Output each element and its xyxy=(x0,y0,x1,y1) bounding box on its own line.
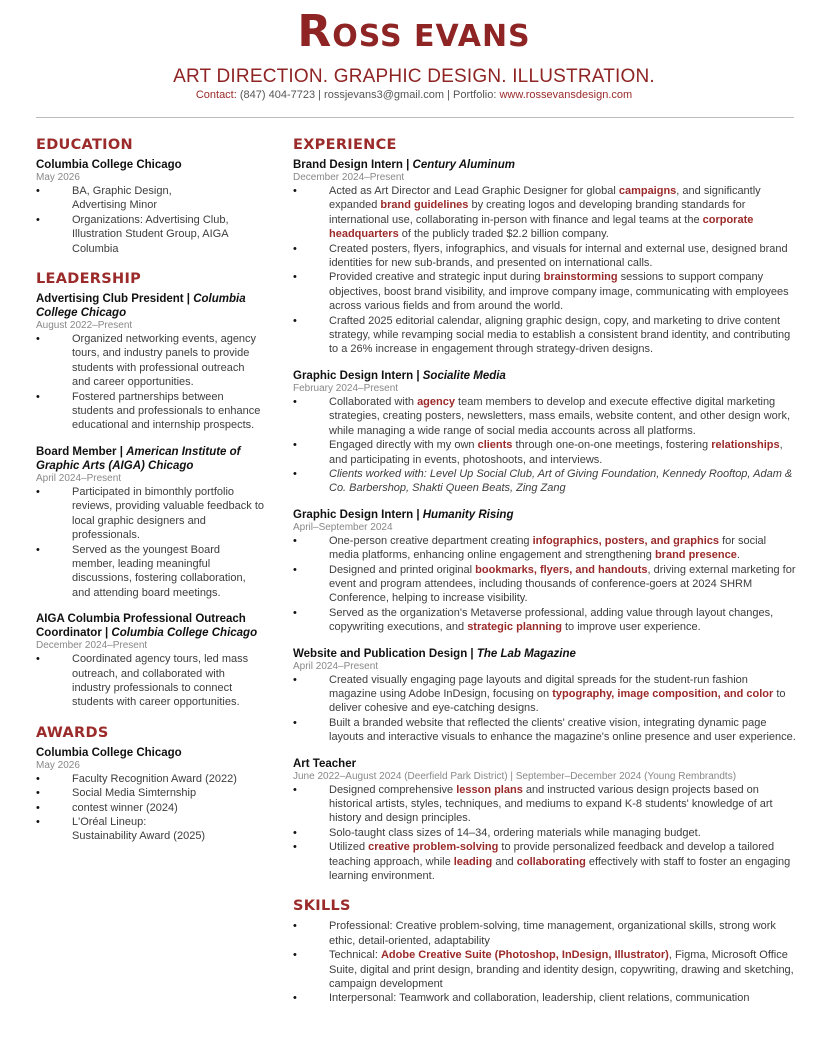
text: team members to develop and execute effective digital marketing strategies, creating posters, newsletters, mass emails, website content, and other design work, while managing a wide range of social media accounts across all platforms. xyxy=(329,395,790,437)
text: Collaborated with xyxy=(329,395,418,408)
section-leadership xyxy=(36,270,264,710)
text: of the publicly traded $2.2 billion company. xyxy=(398,228,609,241)
text: Technical: xyxy=(329,949,381,962)
role-title: Graphic Design Intern | xyxy=(293,369,423,382)
text: Organized networking events, agency tours, and industry panels to provide students with professional outreach and career opportunities. xyxy=(72,333,257,389)
text: Crafted 2025 editorial calendar, aligning graphic design, copy, and marketing to drive content strategy, while revamping social media to establish a consistent brand identity, and contributing to a 26% increase in engagement through strategy-driven designs. xyxy=(329,314,791,356)
role-title: Advertising Club President | xyxy=(36,293,194,306)
entry-role xyxy=(293,369,798,383)
entry-role xyxy=(293,647,798,661)
name-rest: OSS EVANS xyxy=(332,19,531,54)
text: Interpersonal: Teamwork and collaboration, leadership, client relations, communication xyxy=(329,992,750,1005)
text: effectively with staff to foster an engaging learning environment. xyxy=(329,855,791,883)
text: Organizations: Advertising Club, Illustration Student Group, AIGA Columbia xyxy=(72,213,229,255)
section-skills xyxy=(293,897,798,1005)
highlight-keyword: brand guidelines xyxy=(380,199,469,212)
entry-role xyxy=(36,746,264,760)
entry-date: December 2024–Present xyxy=(36,640,148,652)
role-title: Website and Publication Design | xyxy=(293,647,477,660)
list-item xyxy=(293,716,798,745)
text: for social media platforms, enhancing online engagement and strengthening xyxy=(329,534,767,562)
entry xyxy=(293,757,798,884)
highlight-keyword: lesson plans xyxy=(456,783,523,796)
list-item xyxy=(36,772,264,786)
entry-date: April 2024–Present xyxy=(293,660,379,672)
resume-name xyxy=(0,6,828,57)
text: to provide personalized feedback and develop a tailored teaching approach, while xyxy=(329,841,775,868)
list-item xyxy=(293,919,798,948)
entry xyxy=(293,508,798,635)
bullet-list xyxy=(293,783,798,884)
text: Participated in bimonthly portfolio reviews, providing valuable feedback to local graphic designers and professionals. xyxy=(72,485,265,542)
highlight-keyword: campaigns xyxy=(618,185,677,197)
entry xyxy=(36,612,264,710)
highlight-keyword: creative problem-solving xyxy=(368,841,499,854)
text: . xyxy=(736,549,740,562)
text: and instructed various design projects based on historical artists, styles, techniques, and mediums to expand K-8 students' knowledge of art history and design principles. xyxy=(329,783,773,825)
contact-details: (847) 404-7723 | rossjevans3@gmail.com | Portfolio: xyxy=(239,89,497,101)
entry xyxy=(36,445,264,600)
text: L'Oréal Lineup: Sustainability Award (2025) xyxy=(72,815,206,843)
list-item xyxy=(36,801,264,815)
section-heading: SKILLS xyxy=(293,898,351,915)
divider xyxy=(36,117,794,118)
role-title: Graphic Design Intern | xyxy=(293,508,423,521)
text: Fostered partnerships between students and professionals to enhance educational and internship prospects. xyxy=(72,390,261,432)
text: Served as the organization's Metaverse professional, adding value through layout changes, copywriting executions, and xyxy=(329,606,774,634)
highlight-keyword: corporate headquarters xyxy=(329,213,754,241)
entry xyxy=(36,292,264,433)
entry-role xyxy=(293,757,798,771)
text: to deliver cohesive and eye-catching designs. xyxy=(329,687,786,715)
bullet-list xyxy=(293,184,798,357)
entry xyxy=(293,647,798,745)
text: BA, Graphic Design, Advertising Minor xyxy=(72,185,172,212)
text: , Figma, Microsoft Office Suite, digital and print design, branding and identity design, copywriting, drawing and sketching, campaign development xyxy=(329,949,794,991)
bullet-list xyxy=(36,184,264,256)
text: Coordinated agency tours, led mass outreach, and collaborated with industry professionals to connect students with career opportunities. xyxy=(72,653,249,709)
tagline: ART DIRECTION. GRAPHIC DESIGN. ILLUSTRATION. xyxy=(173,66,655,87)
list-item xyxy=(293,534,798,563)
list-item xyxy=(36,815,264,844)
text: Faculty Recognition Award (2022) xyxy=(72,772,237,785)
text: Professional: Creative problem-solving, time management, organizational skills, strong work ethic, detail-oriented, adaptability xyxy=(329,920,776,947)
list-item xyxy=(293,467,798,496)
entry-role xyxy=(36,158,264,172)
section-awards xyxy=(36,724,264,844)
bullet-list xyxy=(36,485,264,600)
entry-date: December 2024–Present xyxy=(293,172,405,183)
bullet-list xyxy=(293,534,798,635)
highlight-keyword: clients xyxy=(477,439,513,452)
organization: American Institute of Graphic Arts (AIGA) Chicago xyxy=(36,445,241,472)
list-item xyxy=(293,840,798,883)
entry xyxy=(293,919,798,1005)
list-item xyxy=(293,184,798,242)
entry-date: April–September 2024 xyxy=(293,521,393,533)
highlight-keyword: collaborating xyxy=(516,855,586,868)
highlight-keyword: brainstorming xyxy=(543,271,618,284)
entry-date: August 2022–Present xyxy=(36,320,133,332)
section-heading: LEADERSHIP xyxy=(36,271,142,288)
list-item xyxy=(293,270,798,313)
section-heading: EDUCATION xyxy=(36,137,133,153)
list-item xyxy=(293,314,798,357)
right-column xyxy=(293,136,798,1020)
entry-date: May 2026 xyxy=(36,172,80,183)
section-education xyxy=(36,136,264,256)
text: Built a branded website that reflected the clients' creative vision, integrating dynamic page layouts and interactive visuals to enhance the magazine's online presence and user experience. xyxy=(329,716,796,744)
list-item xyxy=(36,213,264,256)
text: sessions to support company objectives, boost brand visibility, and improve company image, communicating with employees across various fields and from around the world. xyxy=(329,271,789,313)
text: Created posters, flyers, infographics, and visuals for internal and external use, designed brand identities for new sub-brands, and presented on international calls. xyxy=(329,242,788,270)
list-item xyxy=(36,485,264,543)
organization: Humanity Rising xyxy=(422,508,514,521)
highlight-keyword: brand presence xyxy=(654,549,737,562)
text: Solo-taught class sizes of 14–34, ordering materials while managing budget. xyxy=(329,826,701,839)
entry-role xyxy=(36,612,264,640)
list-item xyxy=(293,438,798,467)
text: Utilized xyxy=(329,841,369,854)
highlight-keyword: strategic planning xyxy=(467,621,562,634)
role-title: AIGA Columbia Professional Outreach Coordinator | xyxy=(36,613,246,640)
highlight-keyword: infographics, posters, and graphics xyxy=(532,534,720,547)
organization: Columbia College Chicago xyxy=(36,293,246,320)
bullet-list xyxy=(293,673,798,745)
role-title: Brand Design Intern | xyxy=(293,159,413,171)
list-item xyxy=(293,826,798,840)
list-item xyxy=(293,991,798,1005)
bullet-list xyxy=(36,332,264,433)
organization: Century Aluminum xyxy=(412,159,515,171)
highlight-keyword: agency xyxy=(417,395,455,408)
list-item xyxy=(36,332,264,390)
text: Created visually engaging page layouts and digital spreads for the student-run fashion magazine using Adobe InDesign, focusing on xyxy=(329,673,748,700)
highlight-keyword: bookmarks, flyers, and handouts xyxy=(475,563,648,576)
list-item xyxy=(36,652,264,710)
entry-date: February 2024–Present xyxy=(293,382,399,394)
role-title: Columbia College Chicago xyxy=(36,159,182,171)
text: through one-on-one meetings, fostering xyxy=(512,439,712,452)
text: One-person creative department creating xyxy=(329,534,533,547)
text: , and significantly expanded xyxy=(329,185,761,212)
highlight-keyword: leading xyxy=(453,855,493,868)
entry-date: April 2024–Present xyxy=(36,472,122,484)
text: , driving external marketing for event and program attendees, including thousands of conference-goers at 2024 SHRM Conference, helping to increase visibility. xyxy=(329,563,796,605)
text: Served as the youngest Board member, leading meaningful discussions, fostering collaboration, and attending board meetings. xyxy=(72,543,246,599)
role-title: Board Member | xyxy=(36,445,127,458)
list-item xyxy=(293,242,798,271)
entry xyxy=(293,158,798,357)
entry xyxy=(293,369,798,496)
bullet-list xyxy=(36,772,264,844)
list-item xyxy=(293,606,798,635)
bullet-list xyxy=(293,919,798,1005)
section-heading: EXPERIENCE xyxy=(293,137,397,153)
name-initial: R xyxy=(297,6,333,57)
entry-role xyxy=(36,292,264,320)
text: Provided creative and strategic input during xyxy=(329,271,544,284)
highlight-keyword: Adobe Creative Suite (Photoshop, InDesign, Illustrator) xyxy=(380,949,669,962)
role-title: Columbia College Chicago xyxy=(36,746,182,759)
entry-date: June 2022–August 2024 (Deerfield Park District) | September–December 2024 (Young Rembrandts) xyxy=(293,770,737,782)
left-column xyxy=(36,136,264,858)
list-item xyxy=(36,786,264,800)
text: contest winner (2024) xyxy=(72,801,178,814)
list-item xyxy=(293,673,798,716)
text: to improve user experience. xyxy=(561,621,701,634)
contact-label: Contact: xyxy=(195,89,237,101)
text: Acted as Art Director and Lead Graphic Designer for global xyxy=(329,185,619,197)
text: Engaged directly with my own xyxy=(329,439,478,452)
entry-date: May 2026 xyxy=(36,759,80,771)
role-title: Art Teacher xyxy=(293,757,357,770)
list-item xyxy=(36,543,264,601)
list-item xyxy=(293,395,798,438)
list-item xyxy=(36,390,264,433)
entry xyxy=(36,746,264,844)
list-item xyxy=(36,184,264,213)
list-item xyxy=(293,948,798,991)
portfolio-link[interactable]: www.rossevansdesign.com xyxy=(499,89,633,101)
text: Designed comprehensive xyxy=(329,783,457,796)
contact-line xyxy=(0,89,828,101)
text: , and participating in events, photoshoots, and interviews. xyxy=(329,439,783,466)
entry xyxy=(36,158,264,256)
text: and xyxy=(492,855,517,868)
list-item xyxy=(293,783,798,826)
text: Designed and printed original xyxy=(329,563,476,576)
bullet-list xyxy=(36,652,264,710)
organization: Socialite Media xyxy=(422,369,506,382)
organization: Columbia College Chicago xyxy=(111,627,258,640)
list-item xyxy=(293,563,798,606)
highlight-keyword: typography, image composition, and color xyxy=(552,687,774,700)
text: by creating logos and developing branding standards for international use, collaborating in-person with finance and legal teams at the xyxy=(329,199,746,226)
section-heading: AWARDS xyxy=(36,724,109,741)
text: Clients worked with: Level Up Social Club, Art of Giving Foundation, Kennedy Rooftop, Adam & Co. Barbershop, Shakti Queen Beats, Zing Zang xyxy=(329,467,793,495)
highlight-keyword: relationships xyxy=(711,439,780,452)
entry-role xyxy=(293,158,798,172)
entry-role xyxy=(36,445,264,473)
organization: The Lab Magazine xyxy=(476,647,576,660)
text: Social Media Simternship xyxy=(72,787,197,800)
section-experience xyxy=(293,136,798,883)
bullet-list xyxy=(293,395,798,496)
entry-role xyxy=(293,508,798,522)
